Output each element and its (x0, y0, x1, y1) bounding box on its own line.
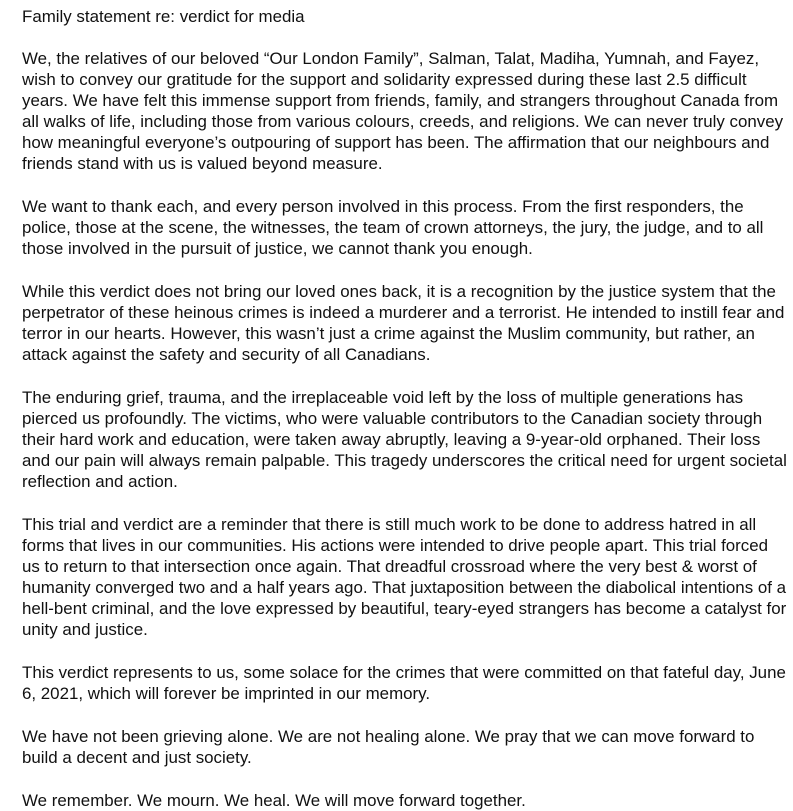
paragraph-grief: The enduring grief, trauma, and the irreplaceable void left by the loss of multiple generations has pierced us profoundly. The victims, who were valuable contributors to the Canadian society through their hard work and education, were taken away abruptly, leaving a 9-year-old orphaned. Their loss and our pain will always remain palpable. This tragedy underscores the critical need for urgent societal reflection and action. (22, 388, 787, 491)
paragraph-closing: We remember. We mourn. We heal. We will move forward together. (22, 791, 526, 810)
spacer (22, 259, 787, 281)
paragraph-solace: This verdict represents to us, some solace for the crimes that were committed on that fateful day, June 6, 2021, which will forever be imprinted in our memory. (22, 663, 786, 703)
spacer (22, 365, 787, 387)
statement-document (22, 6, 787, 811)
spacer (22, 174, 787, 196)
spacer (22, 640, 787, 662)
paragraph-not-alone: We have not been grieving alone. We are not healing alone. We pray that we can move forward to build a decent and just society. (22, 727, 755, 767)
paragraph-gratitude: We, the relatives of our beloved “Our London Family”, Salman, Talat, Madiha, Yumnah, and Fayez, wish to convey our gratitude for the support and solidarity expressed during these last 2.5 difficult years. We have felt this immense support from friends, family, and strangers throughout Canada from all walks of life, including those from various colours, creeds, and religions. We can never truly convey how meaningful everyone’s outpouring of support has been. The affirmation that our neighbours and friends stand with us is valued beyond measure. (22, 49, 784, 173)
document-title: Family statement re: verdict for media (22, 7, 305, 26)
paragraph-verdict-recognition: While this verdict does not bring our loved ones back, it is a recognition by the justice system that the perpetrator of these heinous crimes is indeed a murderer and a terrorist. He intended to instill fear and terror in our hearts. However, this wasn’t just a crime against the Muslim community, but rather, an attack against the safety and security of all Canadians. (22, 282, 785, 364)
paragraph-thanks: We want to thank each, and every person involved in this process. From the first responders, the police, those at the scene, the witnesses, the team of crown attorneys, the jury, the judge, and to all those involved in the pursuit of justice, we cannot thank you enough. (22, 197, 764, 258)
spacer (22, 492, 787, 514)
spacer (22, 704, 787, 726)
spacer (22, 27, 787, 48)
paragraph-trial-reminder: This trial and verdict are a reminder that there is still much work to be done to address hatred in all forms that lives in our communities. His actions were intended to drive people apart. This trial forced us to return to that intersection once again. That dreadful crossroad where the very best & worst of humanity converged two and a half years ago. That juxtaposition between the diabolical intentions of a hell-bent criminal, and the love expressed by beautiful, teary-eyed strangers has become a catalyst for unity and justice. (22, 515, 787, 639)
spacer (22, 768, 787, 790)
